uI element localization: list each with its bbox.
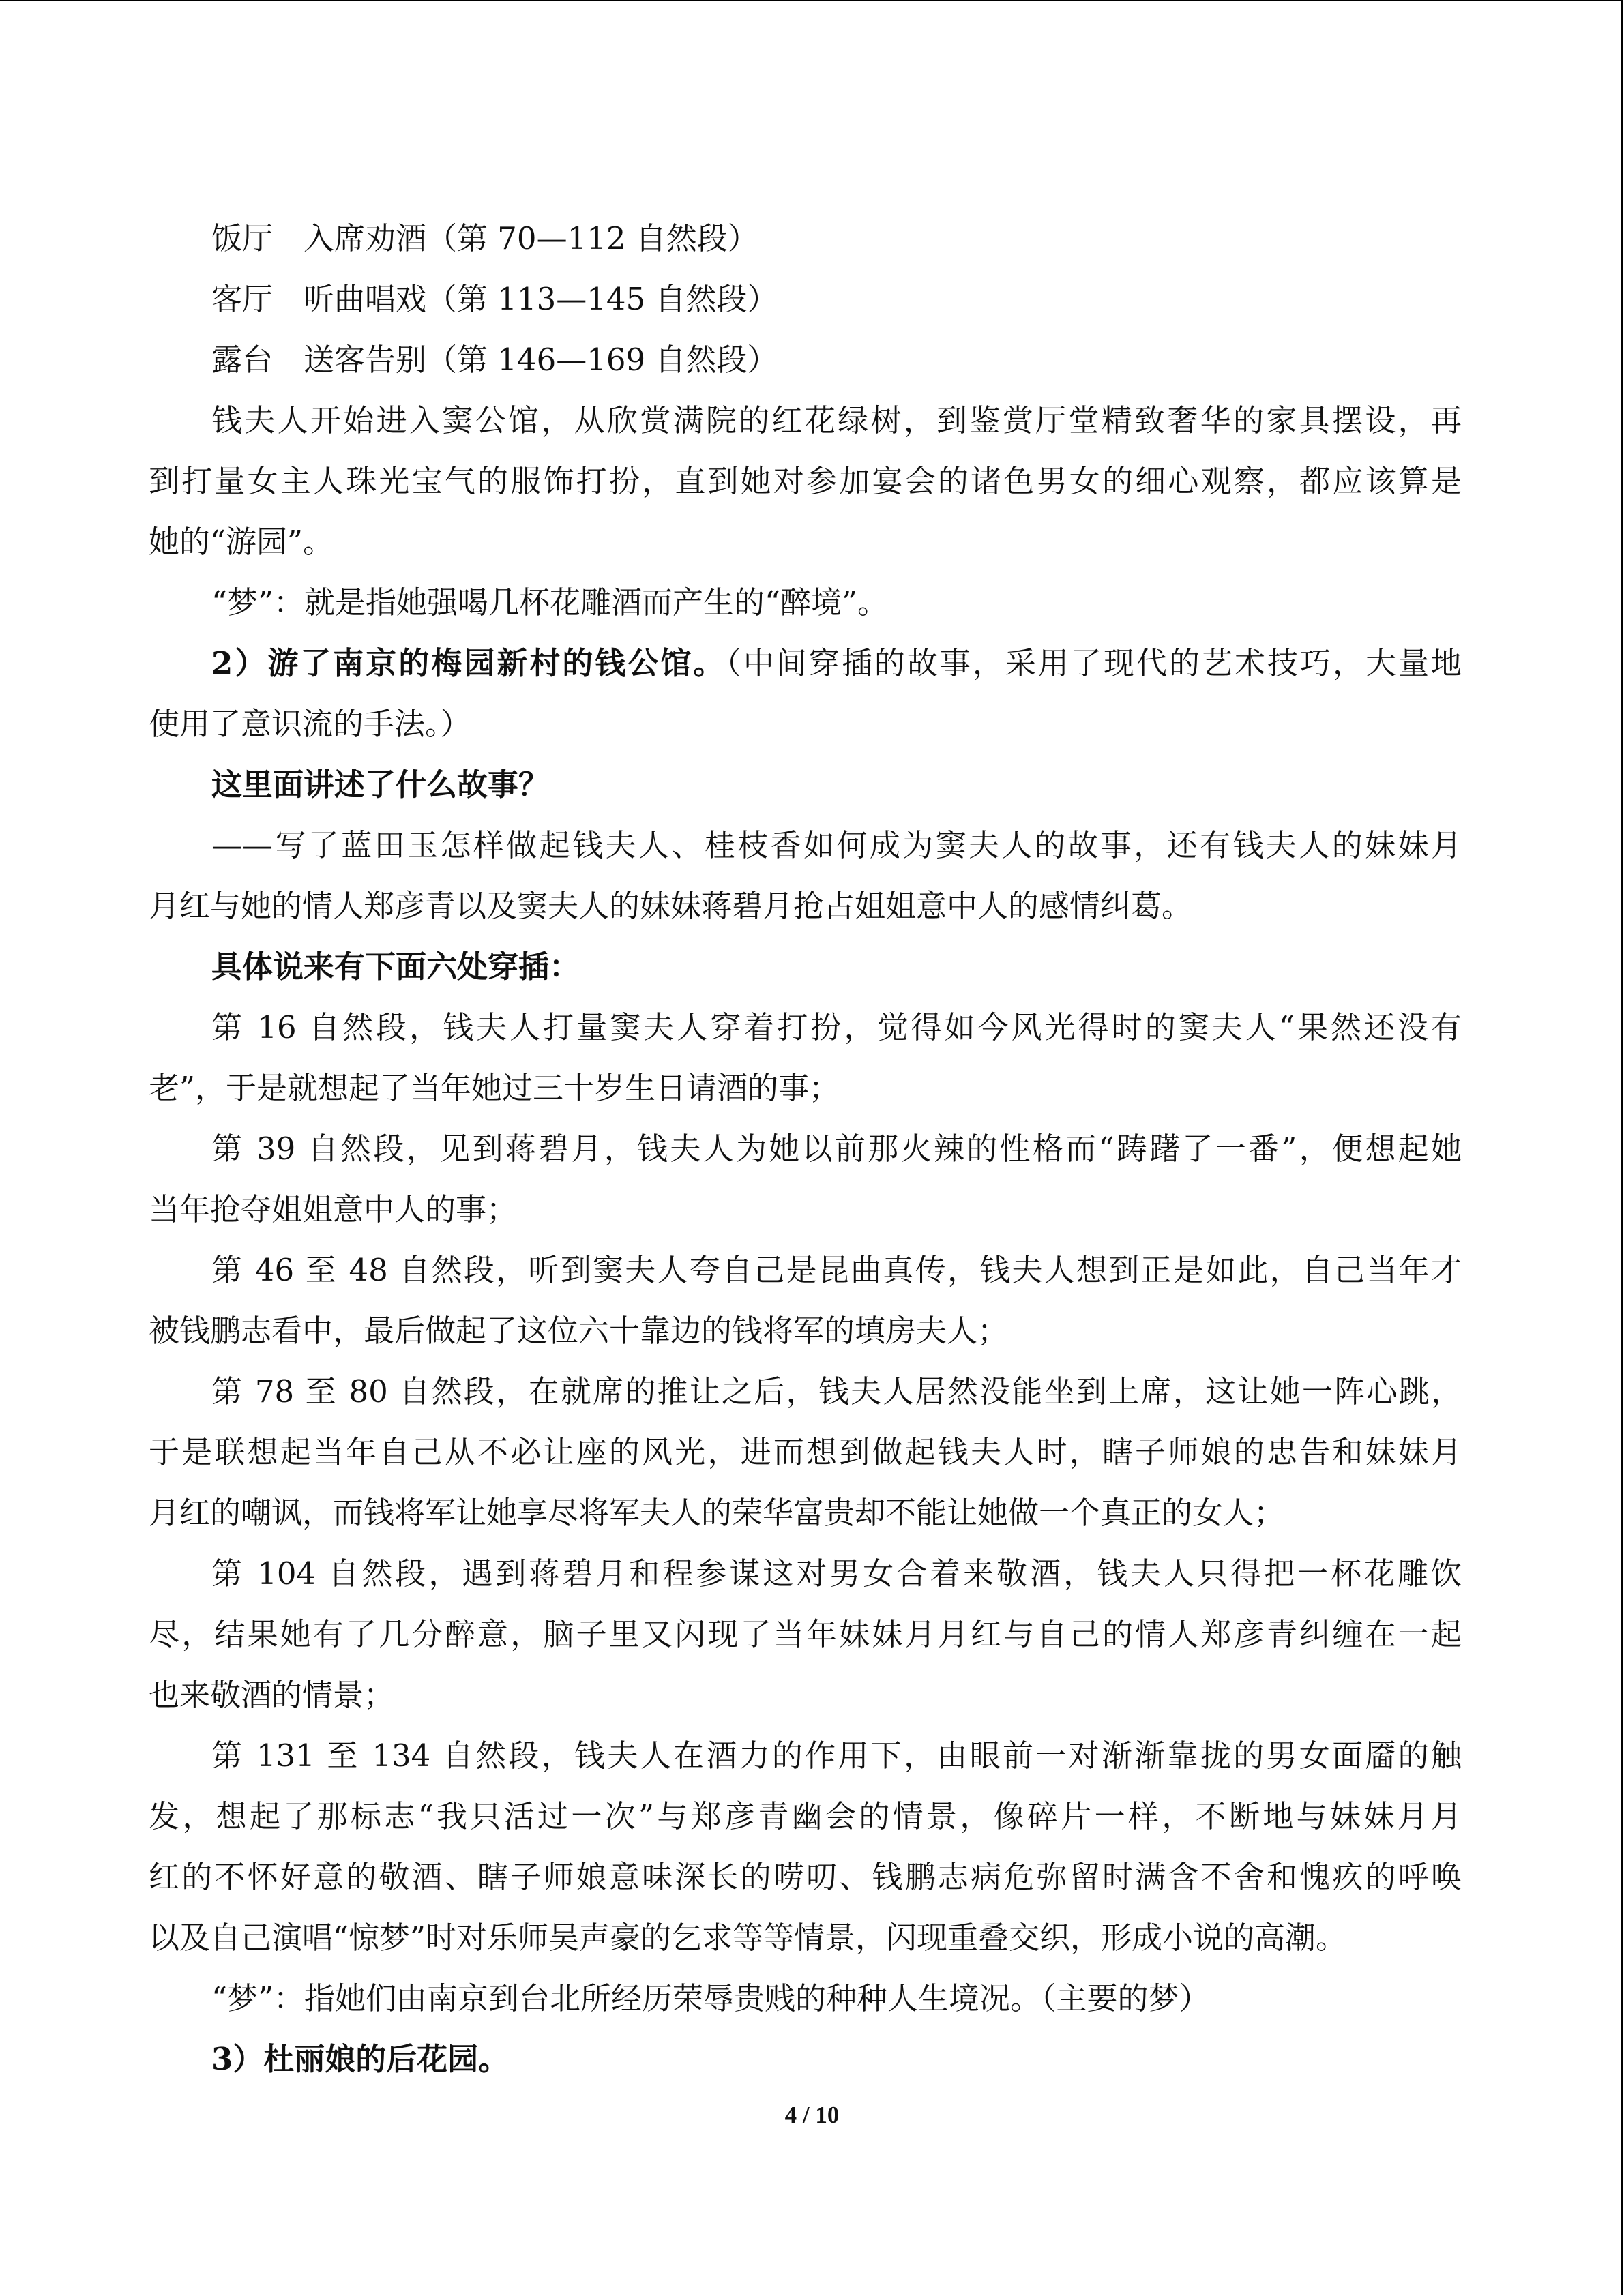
paragraph-line: 以及自己演唱“惊梦”时对乐师吴声豪的乞求等等情景，闪现重叠交织，形成小说的高潮。 bbox=[149, 1920, 1347, 1956]
paragraph-line: “梦”：就是指她强喝几杯花雕酒而产生的“醉境”。 bbox=[211, 584, 889, 621]
paragraph-line: 当年抢夺姐姐意中人的事； bbox=[149, 1191, 518, 1227]
paragraph-line: ——写了蓝田玉怎样做起钱夫人、桂枝香如何成为窦夫人的故事，还有钱夫人的妹妹月 bbox=[211, 827, 1462, 863]
paragraph-line: 她的“游园”。 bbox=[149, 524, 334, 560]
paragraph-line: 第 78 至 80 自然段，在就席的推让之后，钱夫人居然没能坐到上席，这让她一阵心跳， bbox=[211, 1373, 1462, 1410]
paragraph-line: 第 104 自然段，遇到蒋碧月和程参谋这对男女合着来敬酒，钱夫人只得把一杯花雕饮 bbox=[211, 1555, 1462, 1592]
section-heading-line bbox=[149, 633, 1462, 694]
paragraph-line: 红的不怀好意的敬酒、瞎子师娘意味深长的唠叨、钱鹏志病危弥留时满含不舍和愧疚的呼唤 bbox=[149, 1859, 1462, 1895]
paragraph-line: 被钱鹏志看中，最后做起了这位六十靠边的钱将军的填房夫人； bbox=[149, 1313, 1009, 1349]
paragraph-line: 第 131 至 134 自然段，钱夫人在酒力的作用下，由眼前一对渐渐靠拢的男女面靥的触 bbox=[211, 1738, 1462, 1774]
paragraph-line: 也来敬酒的情景； bbox=[149, 1677, 395, 1713]
paragraph-line: 月红与她的情人郑彦青以及窦夫人的妹妹蒋碧月抢占姐姐意中人的感情纠葛。 bbox=[149, 888, 1193, 924]
paragraph-line: 发，想起了那标志“我只活过一次”与郑彦青幽会的情景，像碎片一样，不断地与妹妹月月 bbox=[149, 1798, 1462, 1834]
subheading-six-interludes: 具体说来有下面六处穿插： bbox=[211, 949, 580, 985]
section-heading-garden: 3）杜丽娘的后花园。 bbox=[211, 2041, 510, 2077]
section-heading-nanjing: 2）游了南京的梅园新村的钱公馆。 bbox=[211, 645, 726, 681]
paragraph-line: 月红的嘲讽，而钱将军让她享尽将军夫人的荣华富贵却不能让她做一个真正的女人； bbox=[149, 1495, 1285, 1531]
paragraph-line: 尽，结果她有了几分醉意，脑子里又闪现了当年妹妹月月红与自己的情人郑彦青纠缠在一起 bbox=[149, 1616, 1462, 1652]
scene-line-parlor: 客厅 听曲唱戏（第 113—145 自然段） bbox=[211, 281, 778, 317]
paragraph-line: 钱夫人开始进入窦公馆，从欣赏满院的红花绿树，到鉴赏厅堂精致奢华的家具摆设，再 bbox=[211, 402, 1462, 438]
paragraph-line: 到打量女主人珠光宝气的服饰打扮，直到她对参加宴会的诸色男女的细心观察，都应该算是 bbox=[149, 463, 1462, 499]
paragraph-line: 第 39 自然段，见到蒋碧月，钱夫人为她以前那火辣的性格而“踌躇了一番”，便想起她 bbox=[211, 1131, 1462, 1167]
scene-line-terrace: 露台 送客告别（第 146—169 自然段） bbox=[211, 342, 778, 378]
paragraph-line: 第 16 自然段，钱夫人打量窦夫人穿着打扮，觉得如今风光得时的窦夫人“果然还没有 bbox=[211, 1009, 1462, 1045]
paragraph-line: 老”，于是就想起了当年她过三十岁生日请酒的事； bbox=[149, 1070, 840, 1106]
question-heading: 这里面讲述了什么故事？ bbox=[211, 766, 550, 803]
scene-line-dining-hall: 饭厅 入席劝酒（第 70—112 自然段） bbox=[211, 220, 758, 256]
page-number: 4 / 10 bbox=[784, 2102, 840, 2128]
document-body bbox=[149, 208, 1462, 2089]
paragraph-line: 于是联想起当年自己从不必让座的风光，进而想到做起钱夫人时，瞎子师娘的忠告和妹妹月 bbox=[149, 1434, 1462, 1470]
paragraph-line: 第 46 至 48 自然段，听到窦夫人夸自己是昆曲真传，钱夫人想到正是如此，自己当年才 bbox=[211, 1252, 1462, 1288]
section-heading-note: （中间穿插的故事，采用了现代的艺术技巧，大量地 bbox=[726, 645, 1462, 681]
paragraph-line: 使用了意识流的手法。） bbox=[149, 706, 471, 742]
paragraph-line: “梦”：指她们由南京到台北所经历荣辱贵贱的种种人生境况。（主要的梦） bbox=[211, 1980, 1210, 2016]
